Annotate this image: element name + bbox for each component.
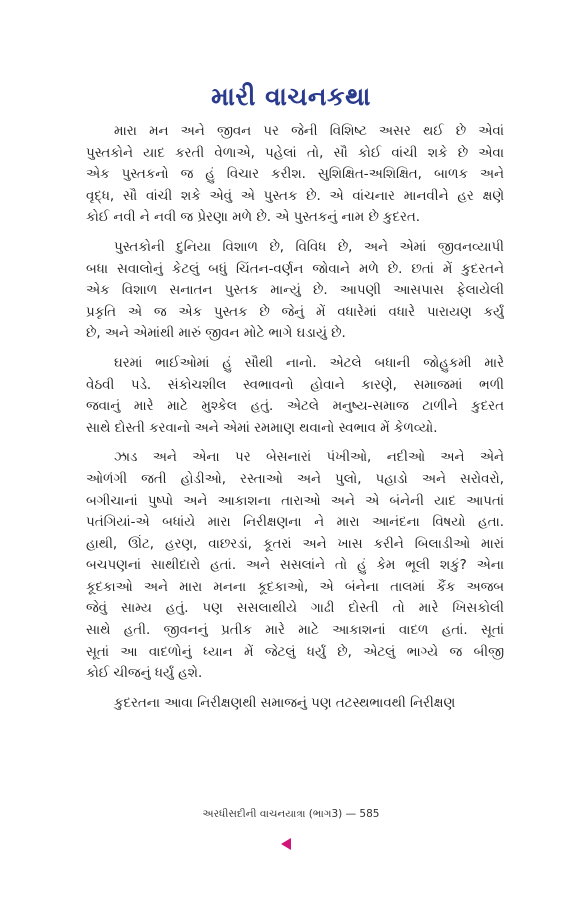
paragraph	[86, 447, 504, 685]
paragraph	[86, 353, 504, 439]
text-line: બગીચાનાં પુષ્પો અને આકાશના તારાઓ અને એ બંનેની યાદ આપતાં	[86, 493, 504, 509]
text-line: પતંગિયાં-એ બધાંયે મારા નિરીક્ષણના ને મારા આનંદના વિષયો હતા.	[86, 515, 504, 531]
text-line: ઓળંગી જતી હોડીઓ, રસ્તાઓ અને પુલો, પહાડો અને સરોવરો,	[86, 471, 504, 487]
text-line: ઘરમાં ભાઈઓમાં હું સૌથી નાનો. એટલે બધાની જોહુકમી મારે	[114, 355, 504, 371]
text-line: કોઈ ચીજનું ધર્યું હશે.	[86, 666, 203, 682]
text-line: કોઈ નવી ને નવી જ પ્રેરણા મળે છે. એ પુસ્તકનું નામ છે કુદરત.	[86, 210, 421, 226]
text-line: પ્રકૃતિ એ જ એક પુસ્તક છે જેનું મેં વધારેમાં વધારે પારાયણ કર્યું	[86, 304, 504, 320]
text-line: પુસ્તકોની દુનિયા વિશાળ છે, વિવિધ છે, અને એમાં જીવનવ્યાપી	[114, 239, 504, 255]
text-line: જવાનું મારે માટે મુશ્કેલ હતું. એટલે મનુષ્ય-સમાજ ટાળીને કુદરત	[86, 399, 504, 415]
text-line: એક વિશાળ સનાતન પુસ્તક માન્યું છે. આપણી આસપાસ ફેલાયેલી	[86, 283, 504, 299]
text-line: જેવું સામ્ય હતું. પણ સસલાથીયે ગાઢી દોસ્તી તો મારે ખિસકોલી	[86, 601, 504, 617]
text-line: સાથે હતી. જીવનનું પ્રતીક મારે માટે આકાશનાં વાદળ હતાં. સૂતાં	[86, 623, 504, 639]
text-line: કૂદકાઓ અને મારા મનના કૂદકાઓ, એ બંનેના તાલમાં કૈંક અજબ	[86, 579, 504, 595]
text-line: સૂતાં આ વાદળોનું ધ્યાન મેં જેટલું ધર્યું છે, એટલું ભાગ્યે જ બીજી	[86, 644, 504, 660]
text-line: એક પુસ્તકનો જ હું વિચાર કરીશ. સુશિક્ષિત-અશિક્ષિત, બાળક અને	[86, 167, 504, 183]
page-title: મારી વાચનકથા	[211, 82, 371, 111]
paragraph	[86, 121, 504, 229]
text-line: બધા સવાલોનું કેટલું બધું ચિંતન-વર્ણન જોવાને મળે છે. છતાં મેં કુદરતને	[86, 261, 504, 277]
text-line: કુદરતના આવા નિરીક્ષણથી સમાજનું પણ તટસ્થભાવથી નિરીક્ષણ	[114, 695, 456, 711]
paragraph	[86, 693, 504, 715]
body-text	[86, 121, 504, 722]
text-line: છે, અને એમાંથી મારું જીવન મોટે ભાગે ઘડાયું છે.	[86, 326, 346, 342]
text-line: સાથે દોસ્તી કરવાનો અને એમાં રમમાણ થવાનો સ્વભાવ મેં કેળવ્યો.	[86, 420, 438, 436]
text-line: મારા મન અને જીવન પર જેની વિશિષ્ટ અસર થઈ છે એવાં	[114, 124, 504, 139]
text-line: પુસ્તકોને યાદ કરતી વેળાએ, પહેલાં તો, સૌ કોઈ વાંચી શકે છે એવા	[86, 145, 504, 161]
paragraph	[86, 237, 504, 345]
text-line: વૃદ્ધ, સૌ વાંચી શકે એવું એ પુસ્તક છે. એ વાંચનાર માનવીને હર ક્ષણે	[86, 188, 504, 204]
previous-page-icon[interactable]	[281, 838, 291, 850]
text-line: હાથી, ઊંટ, હરણ, વાછરડાં, કૂતરાં અને ખાસ કરીને બિલાડીઓ મારાં	[86, 536, 504, 552]
text-line: ઝાડ અને એના પર બેસનારાં પંખીઓ, નદીઓ અને એને	[114, 450, 504, 466]
text-line: બચપણનાં સાથીદારો હતાં. અને સસલાંને તો હું કેમ ભૂલી શકું? એના	[86, 558, 504, 574]
text-line: વેઠવી પડે. સંકોચશીલ સ્વભાવનો હોવાને કારણે, સમાજમાં ભળી	[86, 377, 504, 393]
page-footer: અરધીસદીની વાચનયાત્રા (ભાગ3) — 585	[202, 808, 380, 820]
